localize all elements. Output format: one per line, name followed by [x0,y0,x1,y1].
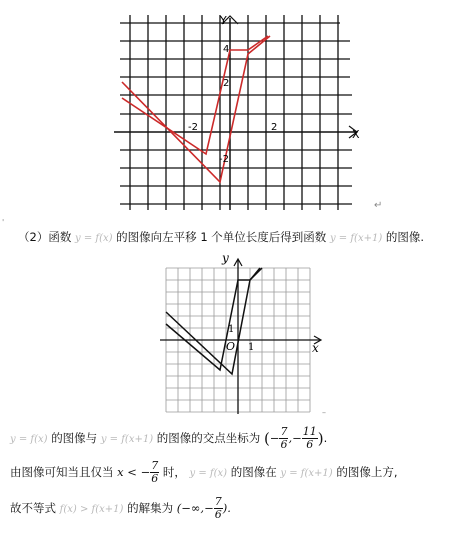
x-axis-label: X [352,128,360,141]
tick-label-y-4: 4 [223,44,230,55]
tick-x-1: 1 [248,342,255,353]
text-line-2: y = f(x) 的图像与 y = f(x+1) 的图像的交点坐标为 (− $\frac{7}{6}$ ,− $\frac{11}{6}$ ). [10,425,328,451]
small-mark: – [322,408,326,417]
para-mark-icon: ' [2,218,5,227]
y-axis-label-2: y [222,252,229,265]
graph-f-x-2 [166,268,260,374]
fraction-7-6-b: $\frac{7}{6}$ [151,459,159,485]
text-line-4: 故不等式 f(x) > f(x+1) 的解集为 (−∞,− $\frac{7}{6}$ ). [10,495,231,521]
return-mark-icon: ↵ [374,200,383,211]
tick-label-y-2: 2 [223,78,230,89]
x-axis-label-2: x [312,341,319,355]
fraction-7-6: $\frac{7}{6}$ [280,425,288,451]
fraction-7-6-c: $\frac{7}{6}$ [214,495,222,521]
fraction-11-6: $\frac{11}{6}$ [302,425,317,451]
tick-label-x-2: 2 [271,122,278,133]
tick-label-x-neg2: -2 [188,122,198,133]
tick-y-1: 1 [228,324,235,335]
tick-label-y-neg2: -2 [219,154,229,165]
text-line-1: （2）函数 y = f(x) 的图像向左平移 1 个单位长度后得到函数 y = f(x+1) 的图像. [18,230,425,244]
y-axis-label: Y [220,14,227,27]
formula-y-fx1: y = f(x+1) [329,233,383,244]
formula-y-fx: y = f(x) [74,233,113,244]
figure-2-graph [150,252,330,418]
text-line-3: 由图像可知当且仅当 x < − $\frac{7}{6}$ 时， y = f(x) 的图像在 y = f(x+1) 的图像上方, [10,459,398,485]
figure-1-graph [100,10,383,211]
origin-label: O [226,340,236,353]
